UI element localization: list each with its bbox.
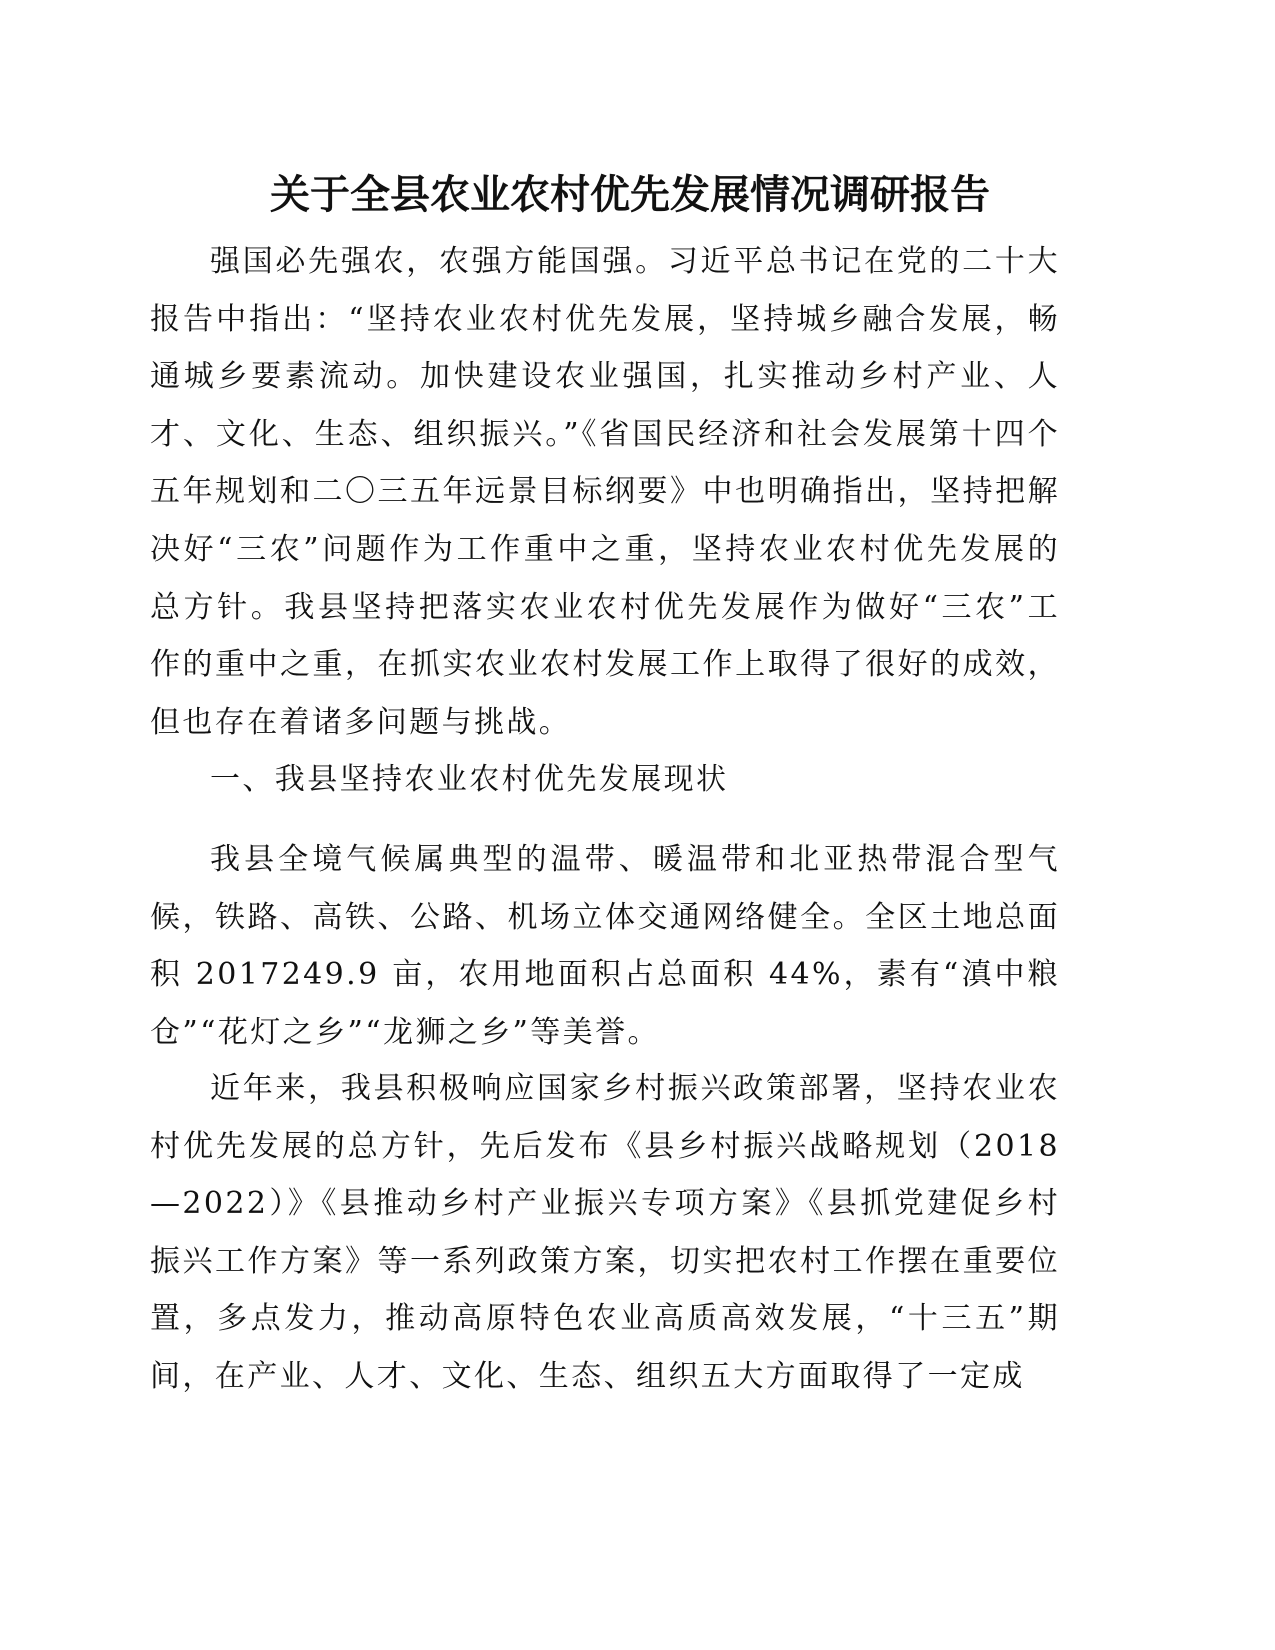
document-title: 关于全县农业农村优先发展情况调研报告 xyxy=(270,172,990,218)
section-heading: 一、我县坚持农业农村优先发展现状 xyxy=(210,762,729,797)
paragraph-policy: 近年来，我县积极响应国家乡村振兴政策部署，坚持农业农村优先发展的总方针，先后发布《县乡村振兴战略规划（2018—2022）》《县推动乡村产业振兴专项方案》《县抓党建促乡村振兴工作方案》等一系列政策方案，切实把农村工作摆在重要位置，多点发力，推动高原特色农业高质高效发展，“十三五”期间，在产业、人才、文化、生态、组织五大方面取得了一定成 xyxy=(150,1071,1060,1394)
paragraph-overview: 我县全境气候属典型的温带、暖温带和北亚热带混合型气候，铁路、高铁、公路、机场立体交通网络健全。全区土地总面积 2017249.9 亩，农用地面积占总面积 44%，素有“滇中粮仓”“花灯之乡”“龙狮之乡”等美誉。 xyxy=(150,842,1060,1050)
paragraph-intro: 强国必先强农，农强方能国强。习近平总书记在党的二十大报告中指出：“坚持农业农村优先发展，坚持城乡融合发展，畅通城乡要素流动。加快建设农业强国，扎实推动乡村产业、人才、文化、生态、组织振兴。”《省国民经济和社会发展第十四个五年规划和二〇三五年远景目标纲要》中也明确指出，坚持把解决好“三农”问题作为工作重中之重，坚持农业农村优先发展的总方针。我县坚持把落实农业农村优先发展作为做好“三农”工作的重中之重，在抓实农业农村发展工作上取得了很好的成效，但也存在着诸多问题与挑战。 xyxy=(150,244,1060,740)
